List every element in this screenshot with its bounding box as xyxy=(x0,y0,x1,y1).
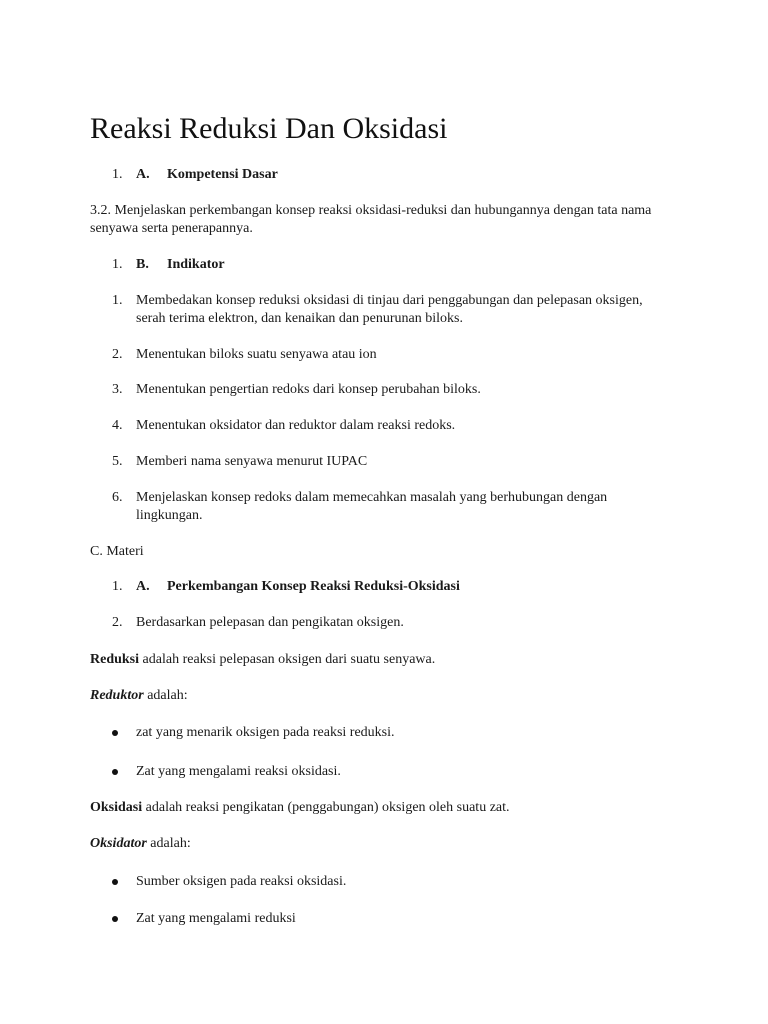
list-number: 6. xyxy=(112,490,123,505)
list-item-text: Zat yang mengalami reaksi oksidasi. xyxy=(136,764,341,779)
list-number: 2. xyxy=(112,615,123,630)
list-number: 2. xyxy=(112,347,123,362)
term-oksidasi: Oksidasi xyxy=(90,800,143,815)
term-oksidator: Oksidator xyxy=(90,836,147,851)
bullet-icon xyxy=(112,879,118,885)
list-item-text: Menentukan pengertian redoks dari konsep perubahan biloks. xyxy=(136,382,481,397)
section-title: Kompetensi Dasar xyxy=(167,167,278,182)
list-item-text: Zat yang mengalami reduksi xyxy=(136,911,296,926)
reduksi-definition xyxy=(90,651,435,669)
section-letter: B. xyxy=(136,257,149,272)
list-item-text: Berdasarkan pelepasan dan pengikatan oksigen. xyxy=(136,615,404,630)
list-number: 1. xyxy=(112,167,123,182)
list-item-text: Membedakan konsep reduksi oksidasi di tinjau dari penggabungan dan pelepasan oksigen, serah terima elektron, dan kenaikan dan penurunan biloks. xyxy=(136,293,643,326)
list-number: 4. xyxy=(112,418,123,433)
definition-text: adalah reaksi pengikatan (penggabungan) oksigen oleh suatu zat. xyxy=(142,800,510,815)
oksidator-definition xyxy=(90,835,191,853)
section-title: Perkembangan Konsep Reaksi Reduksi-Oksidasi xyxy=(167,579,460,594)
section-title: Indikator xyxy=(167,257,225,272)
list-number: 1. xyxy=(112,579,123,594)
list-item-text: zat yang menarik oksigen pada reaksi reduksi. xyxy=(136,725,395,740)
reduktor-definition xyxy=(90,687,188,705)
oksidasi-definition xyxy=(90,799,510,817)
term-reduksi: Reduksi xyxy=(90,652,140,667)
list-number: 5. xyxy=(112,454,123,469)
list-item-text: Sumber oksigen pada reaksi oksidasi. xyxy=(136,874,347,889)
materi-heading: C. Materi xyxy=(90,544,144,559)
list-number: 1. xyxy=(112,293,123,308)
section-letter: A. xyxy=(136,167,150,182)
definition-text: adalah reaksi pelepasan oksigen dari suatu senyawa. xyxy=(139,652,436,667)
bullet-icon xyxy=(112,730,118,736)
list-number: 3. xyxy=(112,382,123,397)
kd-paragraph: 3.2. Menjelaskan perkembangan konsep reaksi oksidasi-reduksi dan hubungannya dengan tata nama senyawa serta penerapannya. xyxy=(90,203,652,236)
term-reduktor: Reduktor xyxy=(90,688,144,703)
list-item-text: Menentukan biloks suatu senyawa atau ion xyxy=(136,347,377,362)
list-item-text: Menjelaskan konsep redoks dalam memecahkan masalah yang berhubungan dengan lingkungan. xyxy=(136,490,608,523)
page-title: Reaksi Reduksi Dan Oksidasi xyxy=(90,112,448,145)
definition-text: adalah: xyxy=(143,688,188,703)
bullet-icon xyxy=(112,916,118,922)
list-number: 1. xyxy=(112,257,123,272)
section-letter: A. xyxy=(136,579,150,594)
definition-text: adalah: xyxy=(146,836,191,851)
list-item-text: Memberi nama senyawa menurut IUPAC xyxy=(136,454,368,469)
list-item-text: Menentukan oksidator dan reduktor dalam reaksi redoks. xyxy=(136,418,456,433)
bullet-icon xyxy=(112,769,118,775)
